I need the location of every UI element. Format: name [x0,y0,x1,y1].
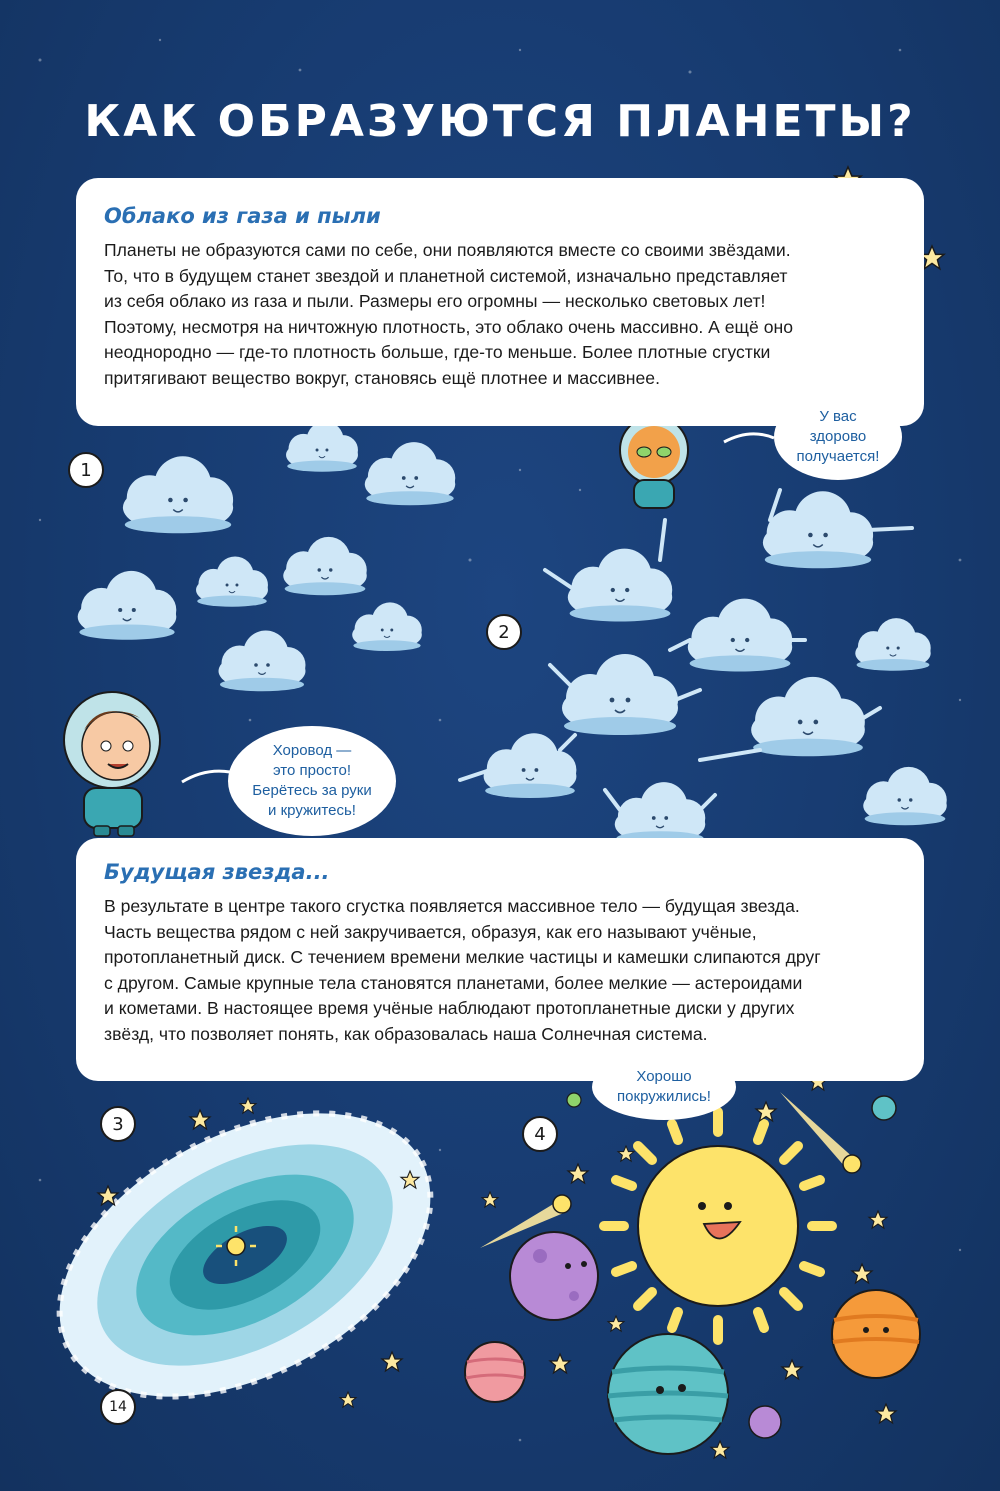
planet-icon [608,1334,728,1454]
speech-bubble-sun [592,1054,736,1120]
text-line: притягивают вещество вокруг, становясь ещё плотнее и массивнее. [104,367,660,388]
page-title: КАК ОБРАЗУЮТСЯ ПЛАНЕТЫ? [84,96,916,147]
text-line: с другом. Самые крупные тела становятся планетами, более мелкие — астероидами [104,972,803,993]
bubble-line: и кружитесь! [268,802,356,819]
step-number-1: 1 [68,452,104,488]
text-line: Поэтому, несмотря на ничтожную плотность, это облако очень массивно. А ещё оно [104,316,793,337]
sun-icon [604,1112,832,1340]
page-number: 14 [100,1389,136,1425]
cloud-icon [460,490,947,845]
planet-icon [510,1232,598,1320]
speech-bubble-cat [774,394,902,480]
text-line: из себя облако из газа и пыли. Размеры его огромны — несколько световых лет! [104,291,766,312]
bubble-line: Берётесь за руки [252,782,372,799]
text-line: Планеты не образуются сами по себе, они появляются вместе со своими звёздами. [104,240,791,260]
planet-icon [465,1342,525,1402]
section-heading: Облако из газа и пыли [104,204,381,228]
planet-icon [832,1290,920,1378]
text-line: То, что в будущем станет звездой и планетной системой, изначально представляет [104,265,788,286]
text-line: протопланетный диск. С течением времени мелкие частицы и камешки слипаются друг [104,947,821,968]
bubble-line: Хорошо [636,1068,692,1085]
step-number-2: 2 [486,614,522,650]
step-number-4: 4 [522,1116,558,1152]
section-heading: Будущая звезда... [104,860,330,884]
bubble-line: У вас [819,408,857,425]
bubble-line: Хоровод — [272,742,352,759]
section-body [104,894,896,1048]
text-line: и кометами. В настоящее время учёные наблюдают протопланетные диски у других [104,998,795,1019]
bubble-line: получается! [796,448,880,465]
bubble-line: покружились! [617,1088,711,1105]
text-line: звёзд, что позволяет понять, как образовалась наша Солнечная система. [104,1023,708,1044]
astronaut-icon [64,692,230,836]
text-line: неоднородно — где-то плотность больше, где-то меньше. Более плотные сгустки [104,342,771,363]
bubble-line: здорово [809,428,867,445]
protoplanetary-disk-icon [12,1055,478,1455]
info-card-gas-cloud [76,178,924,426]
text-line: В результате в центре такого сгустка появляется массивное тело — будущая звезда. [104,896,800,916]
bubble-line: это просто! [272,762,352,779]
section-body [104,238,896,392]
cloud-icon [78,421,456,691]
step-number-3: 3 [100,1106,136,1142]
speech-bubble-boy [228,726,396,836]
info-card-future-star [76,838,924,1081]
text-line: Часть вещества рядом с ней закручивается, образуя, как его называют учёные, [104,921,757,942]
